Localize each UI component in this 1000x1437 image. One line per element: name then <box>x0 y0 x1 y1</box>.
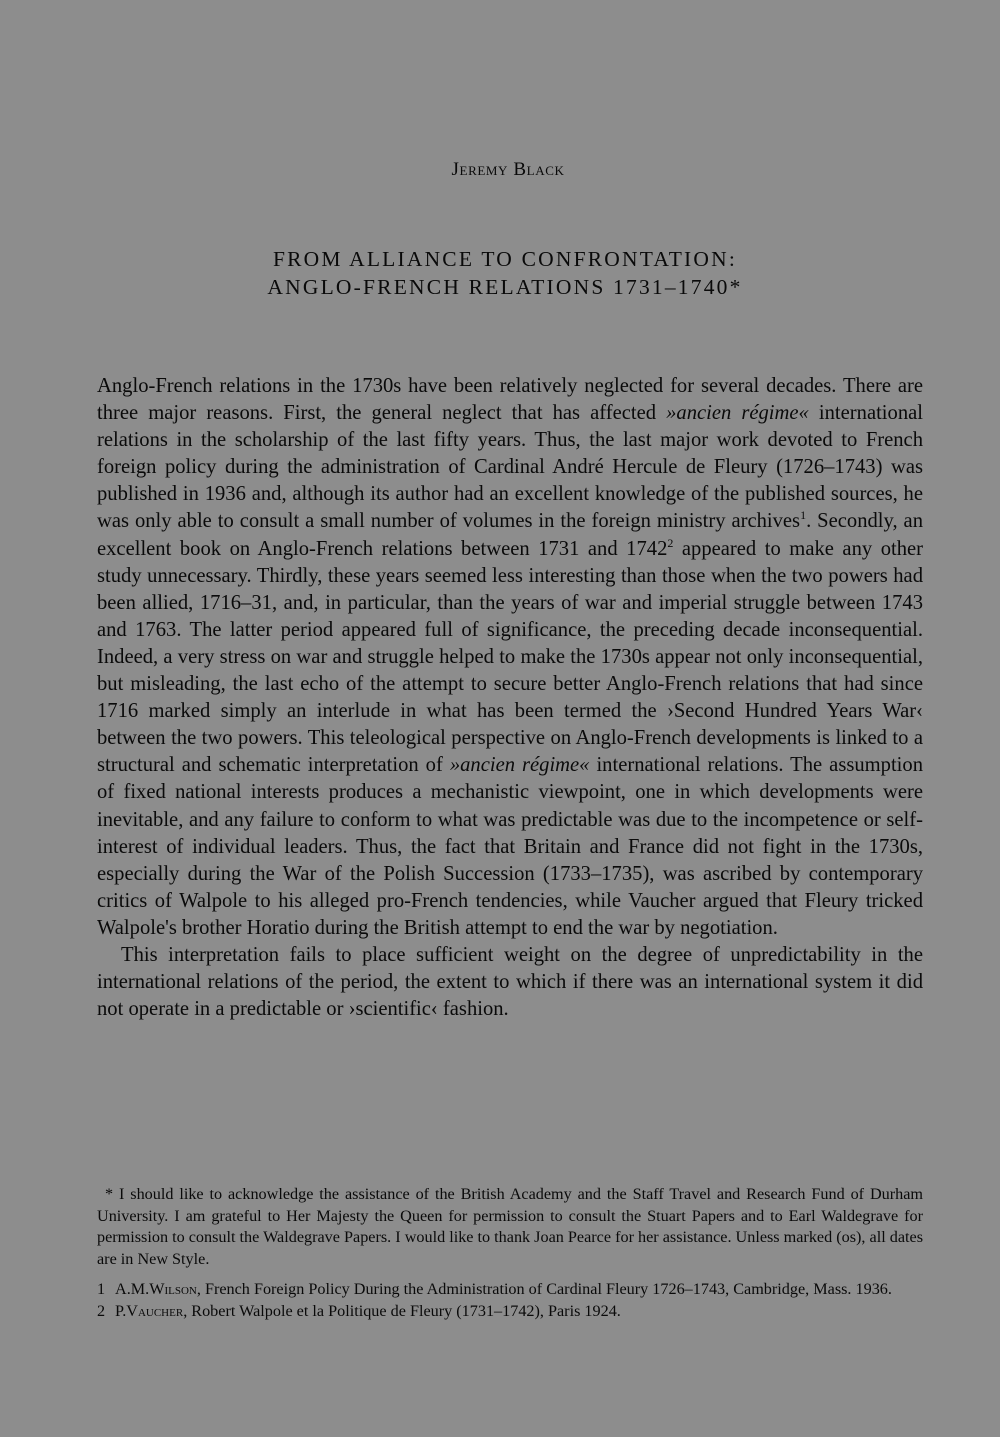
footnote-2-author: Vaucher <box>126 1301 184 1320</box>
footnote-2-initials: P. <box>115 1301 127 1320</box>
footnote-2 <box>97 1301 923 1323</box>
paragraph-1 <box>97 373 923 942</box>
footnote-acknowledgement: * I should like to acknowledge the assistance of the British Academy and the Staff Travel and Research Fund of Durham University. I am grateful to Her Majesty the Queen for permission to consult the Stuart Papers and to Earl Waldegrave for permission to consult the Waldegrave Papers. I would like to thank Joan Pearce for her assistance. Unless marked (os), all dates are in New Style. <box>97 1185 923 1268</box>
footnote-2-citation: , Robert Walpole et la Politique de Fleury (1731–1742), Paris 1924. <box>183 1301 621 1320</box>
italic-ancien-regime-2: »ancien régime« <box>449 754 590 777</box>
footnote-1-number: 1 <box>97 1280 106 1298</box>
paragraph-1-text-c: . Secondly, an excellent book on Anglo-French relations between 1731 and 1742 <box>97 510 923 560</box>
paragraph-1-text-b: international relations in the scholarship of the last fifty years. Thus, the last major work devoted to French foreign policy during the administration of Cardinal André Hercule de Fleury (1726–1743) was published in 1936 and, although its author had an excellent knowledge of the published sources, he was only able to consult a small number of volumes in the foreign ministry archives <box>97 402 923 533</box>
footnote-ref-2: 2 <box>667 535 674 550</box>
paragraph-1-text-a: Anglo-French relations in the 1730s have been relatively neglected for several decades. There are three major reasons. First, the general neglect that has affected <box>97 375 923 425</box>
footnote-ref-1: 1 <box>800 508 807 523</box>
footnotes <box>97 1184 923 1322</box>
footnote-2-number: 2 <box>97 1301 106 1320</box>
paragraph-1-text-e: international relations. The assumption of fixed national interests produces a mechanistic viewpoint, one in which developments were inevitable, and any failure to conform to what was predictable was due to the incompetence or self-interest of individual leaders. Thus, the fact that Britain and France did not fight in the 1730s, especially during the War of the Polish Succession (1733–1735), was ascribed by contemporary critics of Walpole to his alleged pro-French tendencies, while Vaucher argued that Fleury tricked Walpole's brother Horatio during the British attempt to end the war by negotiation. <box>97 754 923 939</box>
article-body <box>97 373 923 1023</box>
footnote-1-citation: , French Foreign Policy During the Administration of Cardinal Fleury 1726–1743, Cambridge, Mass. 1936. <box>196 1280 892 1298</box>
title-line-2: ANGLO-FRENCH RELATIONS 1731–1740* <box>267 275 743 299</box>
paragraph-1-text-d: appeared to make any other study unnecessary. Thirdly, these years seemed less interesting than those when the two powers had been allied, 1716–31, and, in particular, than the years of war and imperial struggle between 1743 and 1763. The latter period appeared full of significance, the preceding decade inconsequential. Indeed, a very stress on war and struggle helped to make the 1730s appear not only inconsequential, but misleading, the last echo of the attempt to secure better Anglo-French relations that had since 1716 marked simply an interlude in what has been termed the ›Second Hundred Years War‹ between the two powers. This teleological perspective on Anglo-French developments is linked to a structural and schematic interpretation of <box>97 537 924 777</box>
footnote-2-text <box>115 1301 923 1323</box>
footnote-1-text <box>115 1279 923 1301</box>
title-line-1: FROM ALLIANCE TO CONFRONTATION: <box>272 247 738 271</box>
footnote-1-initials: A.M. <box>115 1280 150 1298</box>
paragraph-2: This interpretation fails to place sufficient weight on the degree of unpredictability in the international relations of the period, the extent to which if there was an international system it did not operate in a predictable or ›scientific‹ fashion. <box>97 943 923 1021</box>
article-title <box>0 245 1000 301</box>
author-name: Jeremy Black <box>451 159 565 180</box>
footnote-1-author: Wilson <box>149 1280 197 1298</box>
italic-ancien-regime-1: »ancien régime« <box>666 402 809 425</box>
footnote-1 <box>97 1279 923 1301</box>
